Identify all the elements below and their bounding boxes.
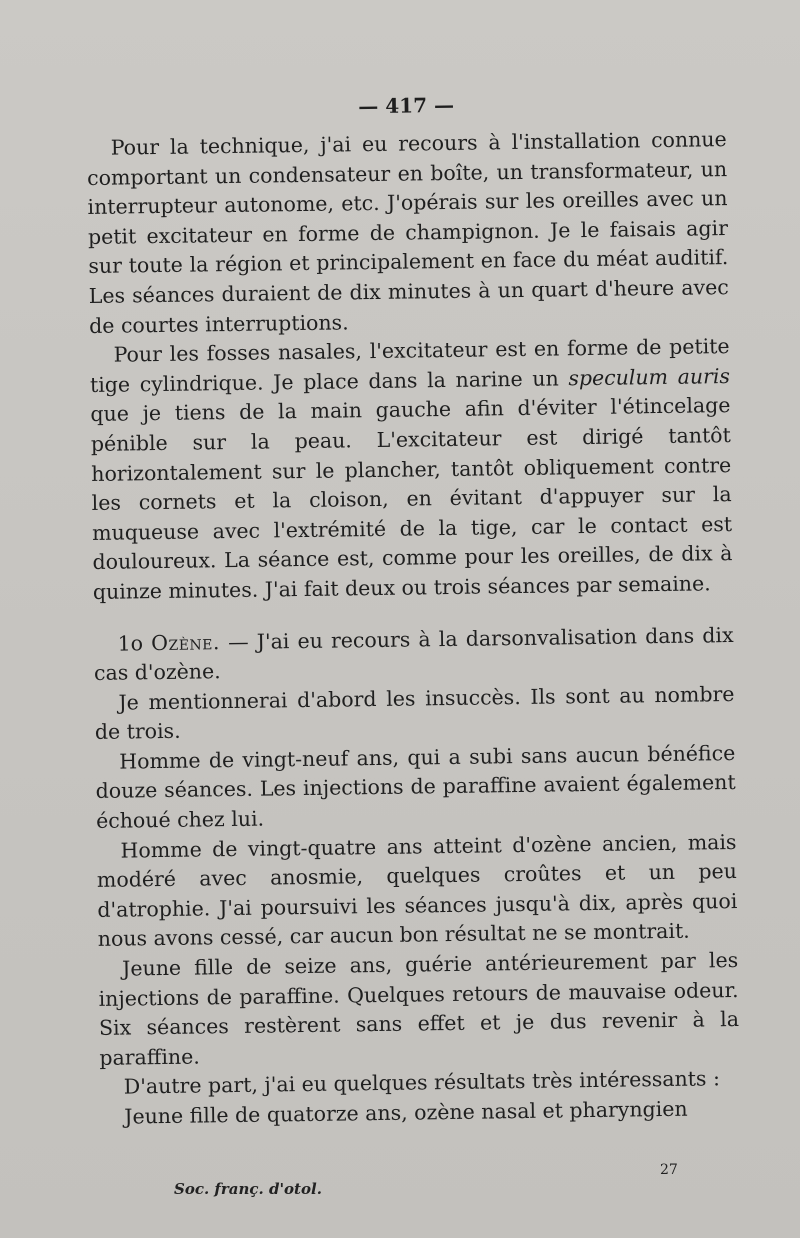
signature-mark: Soc. franç. d'otol. (174, 1180, 322, 1198)
paragraph-insucces: Je mentionnerai d'abord les insuccès. Ils sont au nombre de trois. (94, 681, 735, 745)
paragraph-technique: Pour la technique, j'ai eu recours à l'installation connue comportant un condensateur en boîte, un transformateur, un interrupteur autonome, etc. J'opérais sur les oreilles avec un petit excitateur en forme de champignon. Je le faisais agir sur toute la région et principalement en face du méat auditif. Les séances duraient de dix minutes à un quart d'heure avec de courtes interruptions. (86, 127, 729, 338)
section-number: 1o (117, 630, 144, 656)
page-number: — 417 — (358, 92, 455, 119)
paragraph-results: D'autre part, j'ai eu quelques résultats très intéressants : (123, 1066, 721, 1099)
signature-number: 27 (660, 1162, 678, 1178)
section-text: — J'ai eu recours à la darsonvalisation dans dix cas d'ozène. (93, 622, 734, 686)
paragraph-nasal-text-1: Pour les fosses nasales, l'excitateur est en forme de petite tige cylindrique. Je place dans la narine un (89, 334, 730, 397)
paragraph-nasal (89, 332, 733, 607)
page-body (86, 87, 740, 1132)
section-ozene (93, 621, 734, 689)
paragraph-nasal-italic: speculum auris (568, 363, 731, 391)
paragraph-case-4: Jeune fille de quatorze ans, ozène nasal et pharyngien (124, 1096, 688, 1129)
section-heading: Ozène. (151, 629, 221, 655)
paragraph-case-1: Homme de vingt-neuf ans, qui a subi sans aucun bénéfice douze séances. Les injections de paraffine avaient également échoué chez lui. (95, 740, 736, 833)
paragraph-case-3: Jeune fille de seize ans, guérie antérieurement par les injections de paraffine. Quelques retours de mauvaise odeur. Six séances restèrent sans effet et je dus revenir à la paraffine. (98, 948, 740, 1070)
paragraph-nasal-text-2: que je tiens de la main gauche afin d'éviter l'étincelage pénible sur la peau. L'excitateur est dirigé tantôt horizontalement sur le plancher, tantôt obliquement contre les cornets et la cloison, en évitant d'appuyer sur la muqueuse avec l'extrémité de la tige, car le contact est douloureux. La séance est, comme pour les oreilles, de dix à quinze minutes. J'ai fait deux ou trois séances par semaine. (90, 393, 733, 604)
paragraph-case-2: Homme de vingt-quatre ans atteint d'ozène ancien, mais modéré avec anosmie, quelques croûtes et un peu d'atrophie. J'ai poursuivi les séances jusqu'à dix, après quoi nous avons cessé, car aucun bon résultat ne se montrait. (96, 829, 738, 952)
